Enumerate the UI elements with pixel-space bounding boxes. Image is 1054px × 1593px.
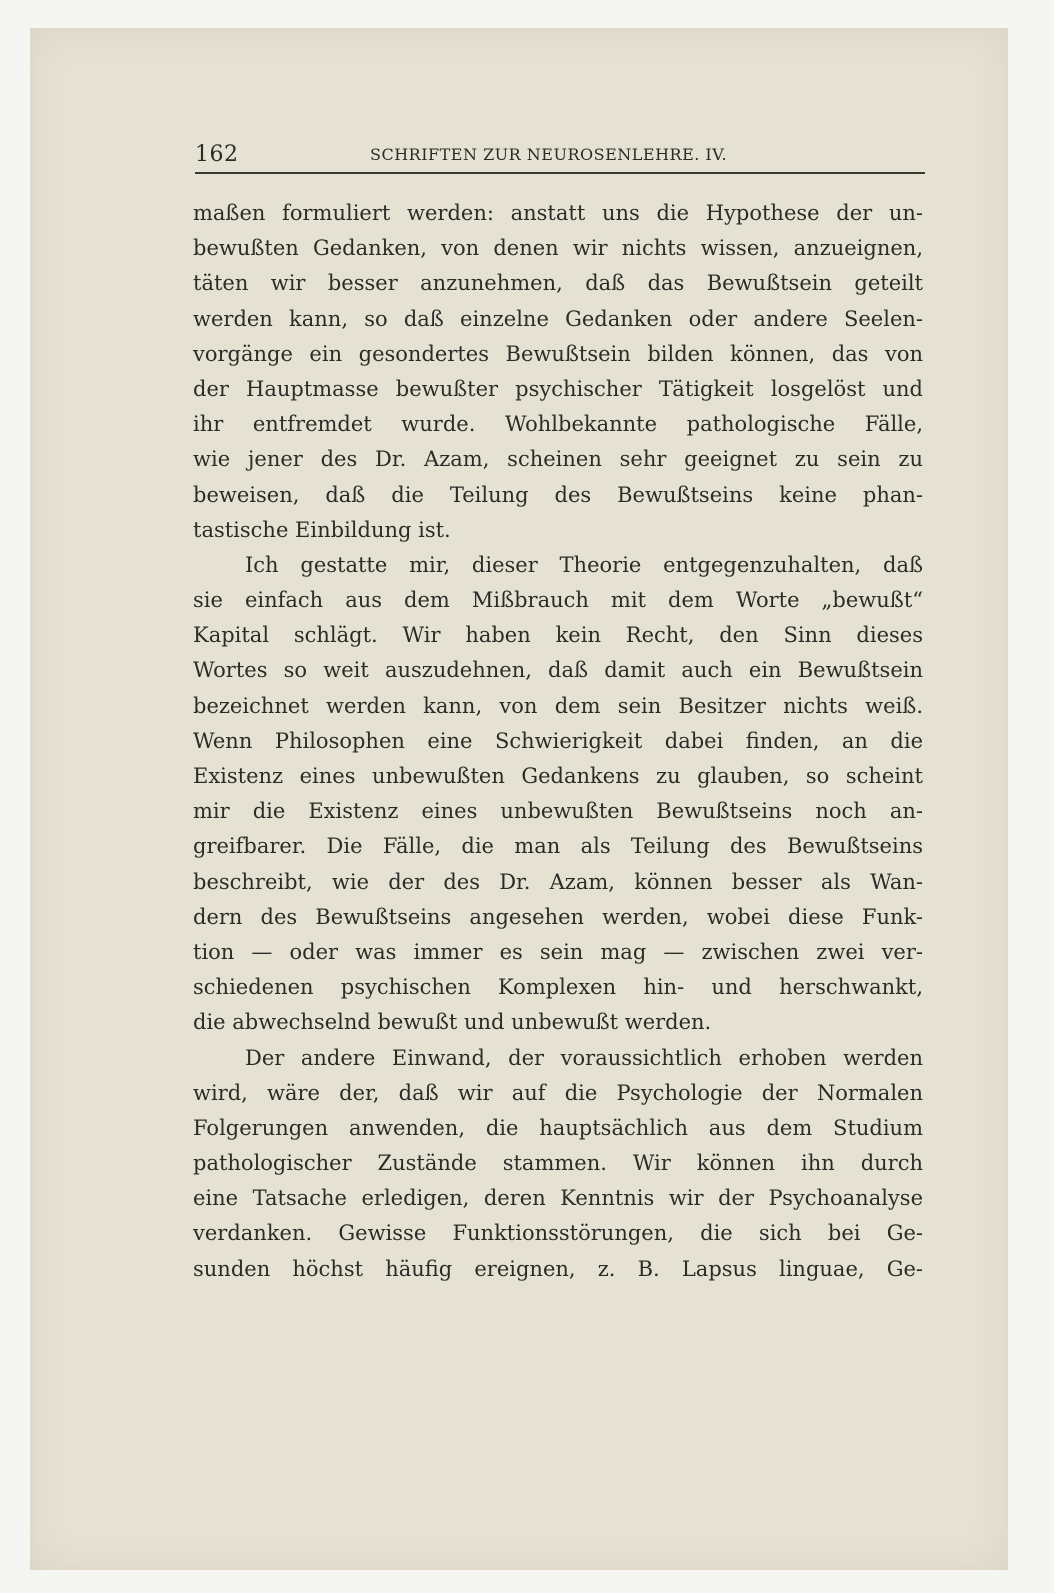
running-head: SCHRIFTEN ZUR NEUROSENLEHRE. IV. (370, 145, 728, 164)
text-line: Wortes so weit auszudehnen, daß damit auch ein Bewußtsein (193, 658, 923, 683)
text-line: eine Tatsache erledigen, deren Kenntnis wir der Psychoanalyse (193, 1186, 923, 1211)
text-line: tastische Einbildung ist. (193, 517, 451, 542)
text-line: sie einfach aus dem Mißbrauch mit dem Worte „bewußt“ (193, 588, 923, 613)
text-line: täten wir besser anzunehmen, daß das Bewußtsein geteilt (193, 271, 923, 296)
text-line: maßen formuliert werden: anstatt uns die Hypothese der un- (193, 201, 923, 225)
text-line: sunden höchst häufig ereignen, z. B. Lapsus linguae, Ge- (193, 1256, 923, 1281)
paragraph (193, 1041, 923, 1287)
text-line: vorgänge ein gesondertes Bewußtsein bilden können, das von (193, 341, 923, 366)
text-line: bezeichnet werden kann, von dem sein Besitzer nichts weiß. (193, 693, 923, 718)
text-line: Ich gestatte mir, dieser Theorie entgegenzuhalten, daß (245, 552, 923, 577)
text-line: tion — oder was immer es sein mag — zwischen zwei ver- (193, 939, 923, 964)
text-line: greifbarer. Die Fälle, die man als Teilung des Bewußtseins (193, 834, 923, 859)
text-line: werden kann, so daß einzelne Gedanken oder andere Seelen- (193, 306, 923, 331)
text-line: mir die Existenz eines unbewußten Bewußtseins noch an- (193, 799, 923, 824)
page-number: 162 (195, 142, 239, 167)
text-line: beschreibt, wie der des Dr. Azam, können besser als Wan- (193, 869, 923, 894)
text-line: wird, wäre der, daß wir auf die Psychologie der Normalen (193, 1080, 923, 1105)
text-line: pathologischer Zustände stammen. Wir können ihn durch (193, 1151, 923, 1176)
text-line: Existenz eines unbewußten Gedankens zu glauben, so scheint (193, 764, 923, 788)
text-line: ihr entfremdet wurde. Wohlbekannte pathologische Fälle, (193, 412, 923, 437)
text-line: schiedenen psychischen Komplexen hin- und herschwankt, (193, 975, 923, 1000)
paragraph (193, 548, 923, 1041)
text-line: verdanken. Gewisse Funktionsstörungen, die sich bei Ge- (193, 1221, 923, 1246)
header-rule (195, 172, 925, 174)
paragraph (193, 196, 923, 548)
text-line: bewußten Gedanken, von denen wir nichts wissen, anzueignen, (193, 236, 923, 261)
text-line: Folgerungen anwenden, die hauptsächlich aus dem Studium (193, 1115, 923, 1140)
body-text (193, 196, 923, 1287)
text-line: die abwechselnd bewußt und unbewußt werden. (193, 1010, 712, 1035)
page-header (195, 138, 925, 174)
text-line: Kapital schlägt. Wir haben kein Recht, den Sinn dieses (193, 623, 923, 648)
text-line: Der andere Einwand, der voraussichtlich erhoben werden (245, 1045, 923, 1070)
text-line: beweisen, daß die Teilung des Bewußtseins keine phan- (193, 482, 923, 507)
text-line: wie jener des Dr. Azam, scheinen sehr geeignet zu sein zu (193, 447, 923, 472)
text-line: Wenn Philosophen eine Schwierigkeit dabei finden, an die (193, 728, 923, 753)
text-line: dern des Bewußtseins angesehen werden, wobei diese Funk- (193, 904, 923, 929)
text-line: der Hauptmasse bewußter psychischer Tätigkeit losgelöst und (193, 376, 923, 401)
